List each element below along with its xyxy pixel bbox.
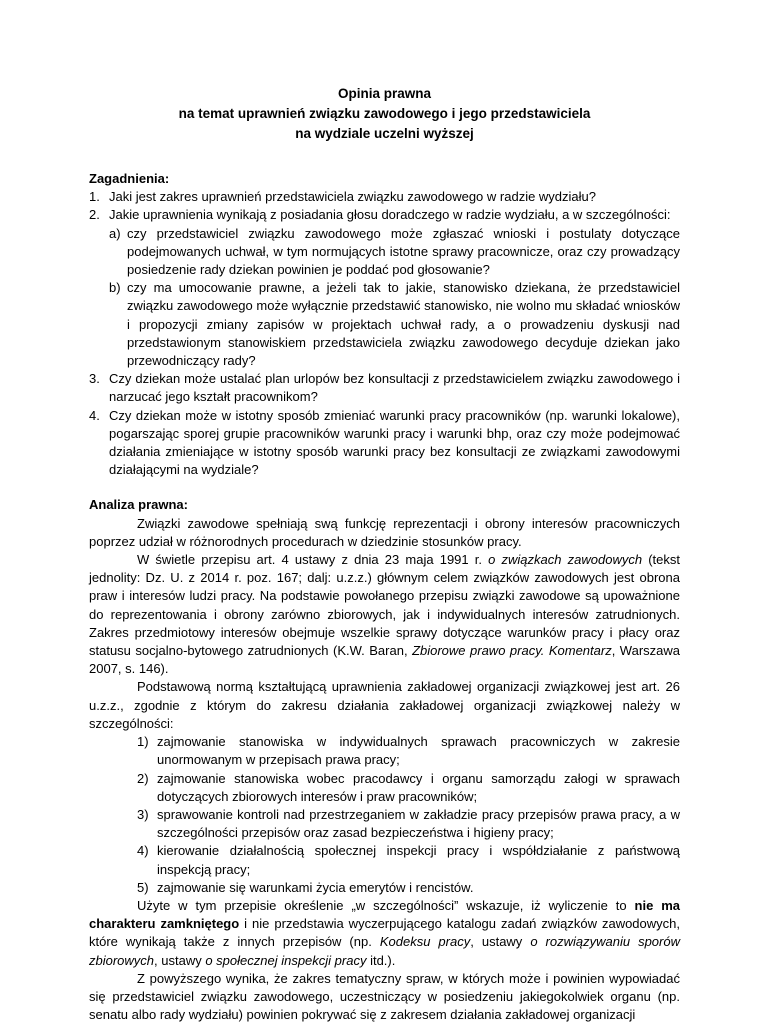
list-item: 1. Jaki jest zakres uprawnień przedstawiciela związku zawodowego w radzie wydziału? bbox=[89, 189, 597, 205]
issues-heading: Zagadnienia: bbox=[89, 171, 170, 186]
sub-list bbox=[89, 225, 680, 371]
list-item: 3. Czy dziekan może ustalać plan urlopów bez konsultacji z przedstawicielem związku zawodowego i narzucać jego kształt pracownikom? bbox=[89, 371, 680, 405]
list-item: 3) sprawowanie kontroli nad przestrzeganiem w zakładzie pracy przepisów prawa pracy, a w szczególności przepisów oraz zasad bezpieczeństwa i higieny pracy; bbox=[137, 806, 680, 841]
list-item: 4. Czy dziekan może w istotny sposób zmieniać warunki pracy pracowników (np. warunki lokalowe), pogarszając sporej grupie pracowników warunki pracy i warunki bhp, oraz czy może podejmować działania zmieniające w istotny sposób warunki pracy bez konsultacji ze związkami zawodowymi działającymi na wydziale? bbox=[89, 407, 680, 478]
list-item: 2) zajmowanie stanowiska wobec pracodawcy i organu samorządu załogi w sprawach dotyczących zbiorowych interesów i praw pracowników; bbox=[137, 770, 680, 804]
paragraph: Użyte w tym przepisie określenie „w szczególności” wskazuje, iż wyliczenie to nie ma charakteru zamkniętego i nie przedstawia wyczerpującego katalogu zadań związków zawodowych, które wynikają także z innych przepisów (np. Kodeksu pracy, ustawy o rozwiązywaniu sporów zbiorowych, ustawy o społecznej inspekcji pracy itd.). bbox=[89, 897, 681, 968]
analysis-heading: Analiza prawna: bbox=[89, 497, 188, 513]
paragraph: W świetle przepisu art. 4 ustawy z dnia 23 maja 1991 r. o związkach zawodowych (tekst jednolity: Dz. U. z 2014 r. poz. 167; dalj: u.z.z.) głównym celem związków zawodowych jest obrona praw i interesów ludzi pracy. Na podstawie powołanego przepisu związki zawodowe są upoważnione do reprezentowania i obrony zarówno zbiorowych, jak i indywidualnych interesów zatrudnionych. Zakres przedmiotowy interesów obejmuje wszelkie sprawy dotyczące warunków pracy i płacy oraz statusu socjalno-bytowego zatrudnionych (K.W. Baran, Zbiorowe prawo pracy. Komentarz, Warszawa 2007, s. 146). bbox=[89, 552, 680, 677]
analysis-section bbox=[89, 496, 680, 1024]
paragraph: Podstawową normą kształtującą uprawnienia zakładowej organizacji związkowej jest art. 26 u.z.z., zgodnie z którym do zakresu działania zakładowej organizacji związkowej należy w szczególności: bbox=[89, 679, 680, 731]
title-line-2: na temat uprawnień związku zawodowego i jego przedstawiciela bbox=[178, 106, 591, 121]
document-title bbox=[89, 84, 680, 144]
list-item: 5) zajmowanie się warunkami życia emerytów i rencistów. bbox=[137, 879, 474, 895]
list-item: b) czy ma umocowanie prawne, a jeżeli tak to jakie, stanowisko dziekana, że przedstawiciel związku zawodowego może wyłącznie przedstawić stanowisko, nie wolno mu składać wniosków i propozycji zmiany zapisów w projektach uchwał rady, a o prowadzeniu dyskusji nad przedstawionym stanowiskiem przedstawiciela związku zawodowego decyduje dziekan jako przewodniczący rady? bbox=[109, 280, 680, 369]
paragraph: Z powyższego wynika, że zakres tematyczny spraw, w których może i powinien wypowiadać się przedstawiciel związku zawodowego, uczestniczący w posiedzeniu jakiegokolwiek organu (np. senatu albo rady wydziału) powinien pokrywać się z zakresem działania zakładowej organizacji bbox=[89, 970, 680, 1023]
list-item: a) czy przedstawiciel związku zawodowego może zgłaszać wnioski i postulaty dotyczące podejmowanych uchwał, w tym normujących istotne sprawy pracownicze, oraz czy prowadzący posiedzenie rady dziekan powinien je poddać pod głosowanie? bbox=[109, 225, 680, 278]
list-item: 4) kierowanie działalnością społecznej inspekcji pracy i współdziałanie z państwową inspekcją pracy; bbox=[137, 843, 680, 877]
title-line-1: Opinia prawna bbox=[337, 86, 432, 101]
list-item: 2. Jakie uprawnienia wynikają z posiadania głosu doradczego w radzie wydziału, a w szczególności: a) czy przedstawiciel związku zawodowego może zgłaszać wnioski i postulaty dotyczące podejmowanych uchwał, w tym normujących istotne sprawy pracownicze, oraz czy prowadzący posiedzenie rady dziekan powinien je poddać pod głosowanie? b) czy ma umocowanie prawne, a jeżeli tak to jakie, stanowisko dziekana, że przedstawiciel związku zawodowego może wyłącznie przedstawić stanowisko, nie wolno mu składać wniosków i propozycji zmiany zapisów w projektach uchwał rady, a o prowadzeniu dyskusji nad przedstawionym stanowiskiem przedstawiciela związku zawodowego decyduje dziekan jako przewodniczący rady? bbox=[89, 206, 680, 370]
issues-section bbox=[89, 170, 680, 479]
article-26-list bbox=[89, 733, 680, 897]
paragraph: Związki zawodowe spełniają swą funkcję reprezentacji i obrony interesów pracowniczych poprzez udział w różnorodnych procedurach w dziedzinie stosunków pracy. bbox=[89, 515, 680, 549]
title-line-3: na wydziale uczelni wyższej bbox=[295, 126, 474, 141]
issues-list bbox=[89, 188, 680, 479]
list-item: 1) zajmowanie stanowiska w indywidualnych sprawach pracowniczych w zakresie unormowanym w przepisach prawa pracy; bbox=[137, 734, 680, 768]
